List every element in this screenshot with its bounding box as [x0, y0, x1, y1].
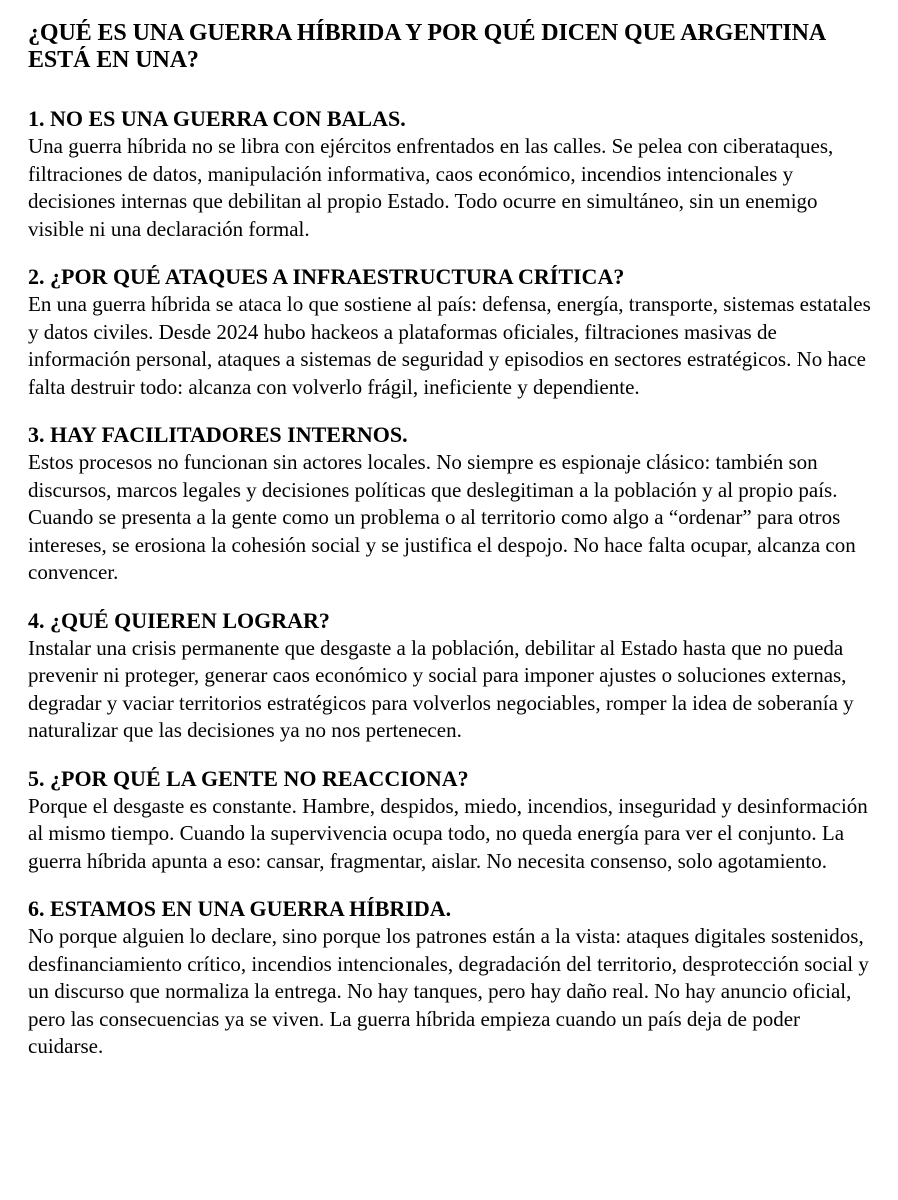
section-body: Porque el desgaste es constante. Hambre, despidos, miedo, incendios, inseguridad y desinformación al mismo tiempo. Cuando la supervivencia ocupa todo, no queda energía para ver el conjunto. La guerra híbrida apunta a eso: cansar, fragmentar, aislar. No necesita consenso, solo agotamiento.: [28, 793, 868, 873]
section-body: Instalar una crisis permanente que desgaste a la población, debilitar al Estado hasta que no pueda prevenir ni proteger, generar caos económico y social para imponer ajustes o soluciones externas, degradar y vaciar territorios estratégicos para volverlos negociables, romper la idea de soberanía y naturalizar que las decisiones ya no nos pertenecen.: [28, 635, 854, 742]
section-1: [28, 105, 874, 243]
section-body: Estos procesos no funcionan sin actores locales. No siempre es espionaje clásico: también son discursos, marcos legales y decisiones políticas que deslegitiman a la población y al propio país. Cuando se presenta a la gente como un problema o al territorio como algo a “ordenar” para otros intereses, se erosiona la cohesión social y se justifica el despojo. No hace falta ocupar, alcanza con convencer.: [28, 450, 856, 584]
section-body: No porque alguien lo declare, sino porque los patrones están a la vista: ataques digitales sostenidos, desfinanciamiento crítico, incendios intencionales, degradación del territorio, desprotección social y un discurso que normaliza la entrega. No hay tanques, pero hay daño real. No hay anuncio oficial, pero las consecuencias ya se viven. La guerra híbrida empieza cuando un país deja de poder cuidarse.: [28, 924, 869, 1058]
section-body: Una guerra híbrida no se libra con ejércitos enfrentados en las calles. Se pelea con ciberataques, filtraciones de datos, manipulación informativa, caos económico, incendios intencionales y decisiones internas que debilitan al propio Estado. Todo ocurre en simultáneo, sin un enemigo visible ni una declaración formal.: [28, 134, 834, 241]
section-5: [28, 765, 874, 876]
section-body: En una guerra híbrida se ataca lo que sostiene al país: defensa, energía, transporte, sistemas estatales y datos civiles. Desde 2024 hubo hackeos a plataformas oficiales, filtraciones masivas de información personal, ataques a sistemas de seguridad y episodios en sectores estratégicos. No hace falta destruir todo: alcanza con volverlo frágil, ineficiente y dependiente.: [28, 292, 871, 399]
section-3: [28, 421, 874, 587]
section-heading: 4. ¿QUÉ QUIEREN LOGRAR?: [28, 607, 330, 633]
section-heading: 2. ¿POR QUÉ ATAQUES A INFRAESTRUCTURA CRÍTICA?: [28, 264, 625, 289]
document-title: ¿QUÉ ES UNA GUERRA HÍBRIDA Y POR QUÉ DICEN QUE ARGENTINA ESTÁ EN UNA?: [28, 20, 825, 73]
section-heading: 6. ESTAMOS EN UNA GUERRA HÍBRIDA.: [28, 896, 452, 921]
section-4: [28, 607, 874, 745]
section-2: [28, 263, 874, 401]
section-heading: 1. NO ES UNA GUERRA CON BALAS.: [28, 106, 406, 131]
section-heading: 3. HAY FACILITADORES INTERNOS.: [28, 422, 408, 447]
section-6: [28, 895, 874, 1061]
section-heading: 5. ¿POR QUÉ LA GENTE NO REACCIONA?: [28, 765, 469, 791]
